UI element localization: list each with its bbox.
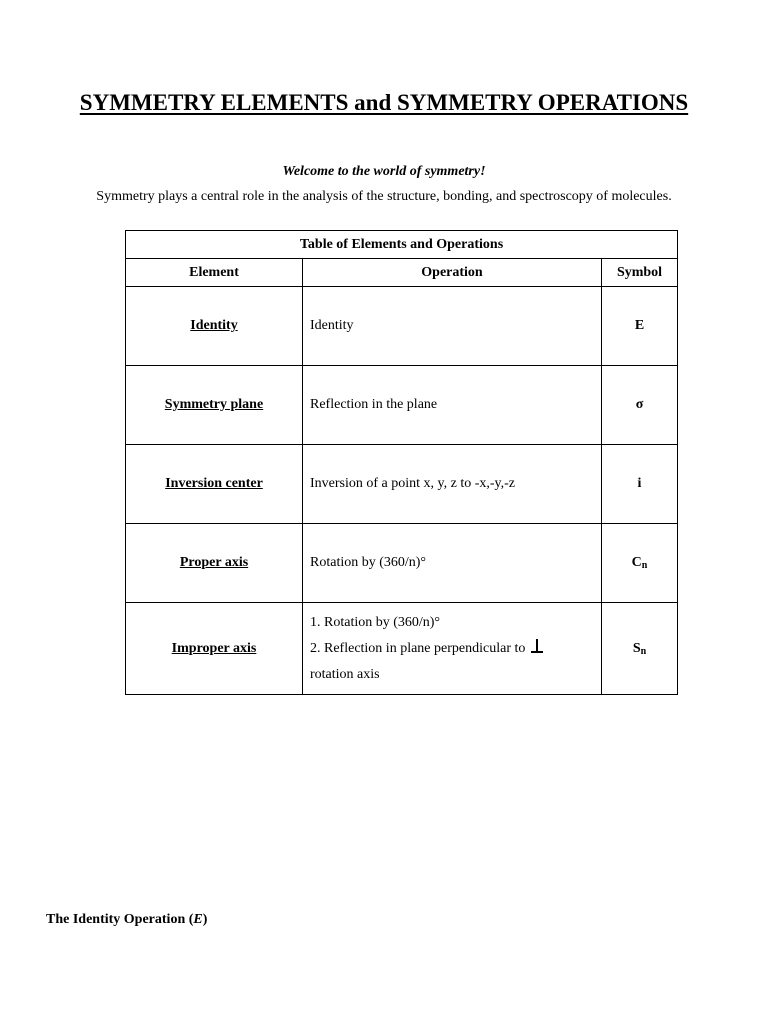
section-heading-identity	[46, 912, 207, 928]
symbol-cell: E	[602, 287, 678, 366]
intro-paragraph: Symmetry plays a central role in the analysis of the structure, bonding, and spectroscopy of molecules.	[96, 189, 672, 204]
operation-line-text: 2. Reflection in plane perpendicular to	[310, 640, 526, 656]
operation-line	[310, 636, 594, 662]
table-row	[126, 524, 678, 603]
operation-cell	[303, 603, 602, 695]
symbol-letter: S	[632, 640, 641, 656]
header-element: Element	[126, 259, 303, 287]
table-caption-row	[126, 231, 678, 259]
section-heading-symbol: E	[193, 912, 203, 927]
operation-line: 1. Rotation by (360/n)°	[310, 614, 441, 630]
elements-operations-table	[125, 230, 678, 695]
section-heading-suffix: )	[202, 912, 208, 927]
table-header-row	[126, 259, 678, 287]
header-operation: Operation	[303, 259, 602, 287]
element-cell: Inversion center	[126, 445, 303, 524]
table-row	[126, 366, 678, 445]
table-caption: Table of Elements and Operations	[126, 231, 678, 259]
symbol-cell	[602, 524, 678, 603]
operation-cell: Inversion of a point x, y, z to -x,-y,-z	[303, 445, 602, 524]
operation-line: rotation axis	[310, 666, 380, 682]
operation-cell: Rotation by (360/n)°	[303, 524, 602, 603]
symbol-cell: σ	[602, 366, 678, 445]
header-symbol: Symbol	[602, 259, 678, 287]
section-heading-prefix: The Identity Operation (	[46, 912, 194, 927]
element-cell: Improper axis	[126, 603, 303, 695]
operation-cell: Reflection in the plane	[303, 366, 602, 445]
symbol-letter: C	[631, 555, 642, 570]
page-title: SYMMETRY ELEMENTS and SYMMETRY OPERATIONS	[79, 90, 689, 115]
symbol-cell	[602, 603, 678, 695]
table-row	[126, 287, 678, 366]
table-row	[126, 603, 678, 695]
element-cell: Identity	[126, 287, 303, 366]
subtitle: Welcome to the world of symmetry!	[282, 164, 486, 179]
perpendicular-icon	[531, 639, 543, 653]
symbol-subscript: n	[641, 560, 648, 571]
element-cell: Proper axis	[126, 524, 303, 603]
symbol-subscript: n	[640, 645, 647, 657]
symbol-cell: i	[602, 445, 678, 524]
element-cell: Symmetry plane	[126, 366, 303, 445]
table-row	[126, 445, 678, 524]
operation-cell: Identity	[303, 287, 602, 366]
